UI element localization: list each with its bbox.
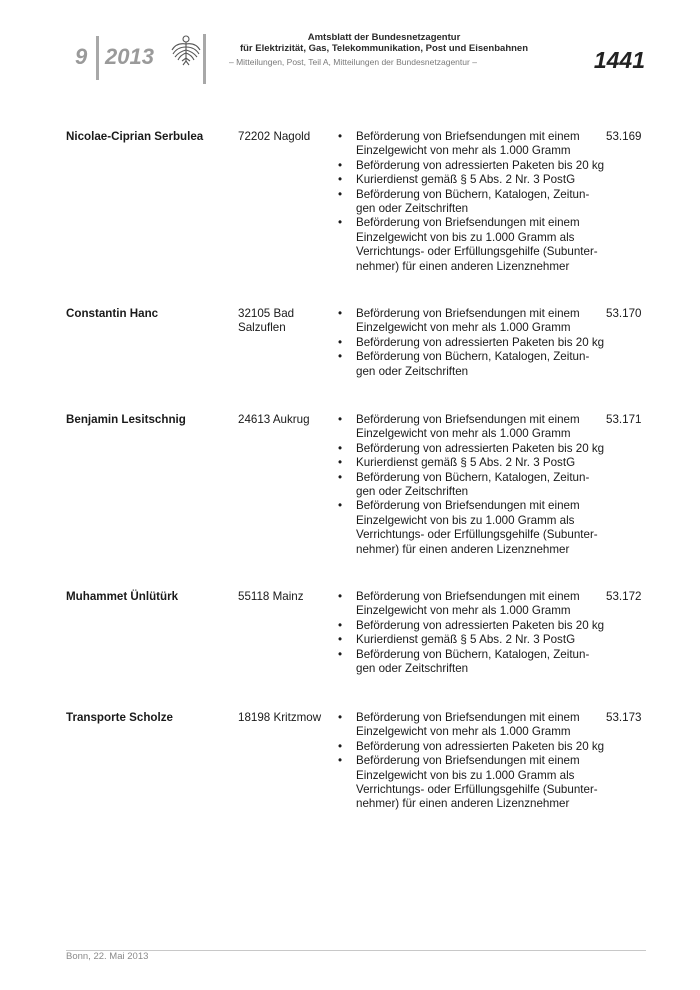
service-list <box>338 590 606 676</box>
bullet: • <box>338 173 343 187</box>
issue-number: 9 <box>75 44 88 69</box>
service-item: • Kurierdienst gemäß § 5 Abs. 2 Nr. 3 PostG <box>338 456 576 470</box>
entry-place: 72202 Nagold <box>238 130 311 143</box>
bullet: • <box>338 499 343 513</box>
service-item: • Beförderung von Büchern, Katalogen, Zeitun-gen oder Zeitschriften <box>338 350 590 378</box>
bullet: • <box>338 216 343 230</box>
service-item: • Beförderung von adressierten Paketen bis 20 kg <box>338 158 605 172</box>
service-list <box>338 130 606 274</box>
bullet: • <box>338 590 343 603</box>
entry-place: 55118 Mainz <box>238 590 304 603</box>
entry-name: Constantin Hanc <box>66 307 159 320</box>
entry-code: 53.170 <box>606 307 642 320</box>
entry-code: 53.169 <box>606 130 642 143</box>
entry-name: Muhammet Ünlütürk <box>66 590 179 603</box>
service-item: • Beförderung von Büchern, Katalogen, Zeitun-gen oder Zeitschriften <box>338 187 590 216</box>
service-item: • Beförderung von Briefsendungen mit einem Einzelgewicht von mehr als 1.000 Gramm <box>338 711 580 739</box>
entry-name: Nicolae-Ciprian Serbulea <box>66 130 204 143</box>
entry-code: 53.173 <box>606 711 642 724</box>
bullet: • <box>338 456 343 470</box>
publication-subtitle: – Mitteilungen, Post, Teil A, Mitteilungen der Bundesnetzagentur – <box>229 57 477 67</box>
service-item: • Beförderung von Briefsendungen mit einem Einzelgewicht von mehr als 1.000 Gramm <box>338 590 580 618</box>
publication-title <box>234 32 534 54</box>
footer-divider <box>66 950 646 951</box>
bullet: • <box>338 633 343 647</box>
bullet: • <box>338 647 343 661</box>
bullet: • <box>338 739 343 753</box>
service-item: • Beförderung von Briefsendungen mit einem Einzelgewicht von mehr als 1.000 Gramm <box>338 413 580 441</box>
entry-code: 53.172 <box>606 590 642 603</box>
bullet: • <box>338 130 343 143</box>
federal-eagle-icon <box>170 34 202 68</box>
service-item: • Beförderung von adressierten Paketen bis 20 kg <box>338 441 605 455</box>
header-divider-right <box>203 34 206 84</box>
bullet: • <box>338 335 343 349</box>
issue-year: 2013 <box>105 44 154 69</box>
bullet: • <box>338 711 343 724</box>
service-item: • Beförderung von Briefsendungen mit einem Einzelgewicht von mehr als 1.000 Gramm <box>338 130 580 158</box>
bullet: • <box>338 470 343 484</box>
service-list <box>338 307 606 379</box>
footer-date: Bonn, 22. Mai 2013 <box>66 951 149 962</box>
bullet: • <box>338 187 343 201</box>
service-list <box>338 711 606 812</box>
entry-place: 18198 Kritzmow <box>238 711 322 724</box>
service-item: • Beförderung von Briefsendungen mit einem Einzelgewicht von bis zu 1.000 Gramm als Verrichtungs- oder Erfüllungsgehilfe (Subunter-nehmer) für einen anderen Lizenznehmer <box>338 754 598 811</box>
service-item: • Beförderung von Briefsendungen mit einem Einzelgewicht von bis zu 1.000 Gramm als Verrichtungs- oder Erfüllungsgehilfe (Subunter-nehmer) für einen anderen Lizenznehmer <box>338 216 598 273</box>
bullet: • <box>338 618 343 632</box>
entry-name: Transporte Scholze <box>66 711 173 724</box>
page-number: 1441 <box>593 47 645 73</box>
bullet: • <box>338 350 343 364</box>
bullet: • <box>338 158 343 172</box>
service-item: • Kurierdienst gemäß § 5 Abs. 2 Nr. 3 PostG <box>338 173 576 187</box>
header-divider <box>96 36 99 80</box>
entry-place: 24613 Aukrug <box>238 413 310 426</box>
entry-place: 32105 Bad Salzuflen <box>238 307 295 335</box>
service-item: • Beförderung von adressierten Paketen bis 20 kg <box>338 335 605 349</box>
service-item: • Beförderung von adressierten Paketen bis 20 kg <box>338 618 605 632</box>
service-item: • Beförderung von Briefsendungen mit einem Einzelgewicht von mehr als 1.000 Gramm <box>338 307 580 335</box>
entry-code: 53.171 <box>606 413 642 426</box>
bullet: • <box>338 754 343 768</box>
service-item: • Beförderung von Büchern, Katalogen, Zeitun-gen oder Zeitschriften <box>338 647 590 676</box>
publication-title-line1: Amtsblatt der Bundesnetzagentur <box>307 32 461 43</box>
service-list <box>338 413 606 557</box>
bullet: • <box>338 441 343 455</box>
publication-title-line2: für Elektrizität, Gas, Telekommunikation, Post und Eisenbahnen <box>239 43 529 54</box>
bullet: • <box>338 307 343 320</box>
service-item: • Beförderung von adressierten Paketen bis 20 kg <box>338 739 605 753</box>
bullet: • <box>338 413 343 426</box>
service-item: • Beförderung von Briefsendungen mit einem Einzelgewicht von bis zu 1.000 Gramm als Verrichtungs- oder Erfüllungsgehilfe (Subunter-nehmer) für einen anderen Lizenznehmer <box>338 499 598 556</box>
service-item: • Beförderung von Büchern, Katalogen, Zeitun-gen oder Zeitschriften <box>338 470 590 499</box>
entry-name: Benjamin Lesitschnig <box>66 413 186 426</box>
service-item: • Kurierdienst gemäß § 5 Abs. 2 Nr. 3 PostG <box>338 633 576 647</box>
